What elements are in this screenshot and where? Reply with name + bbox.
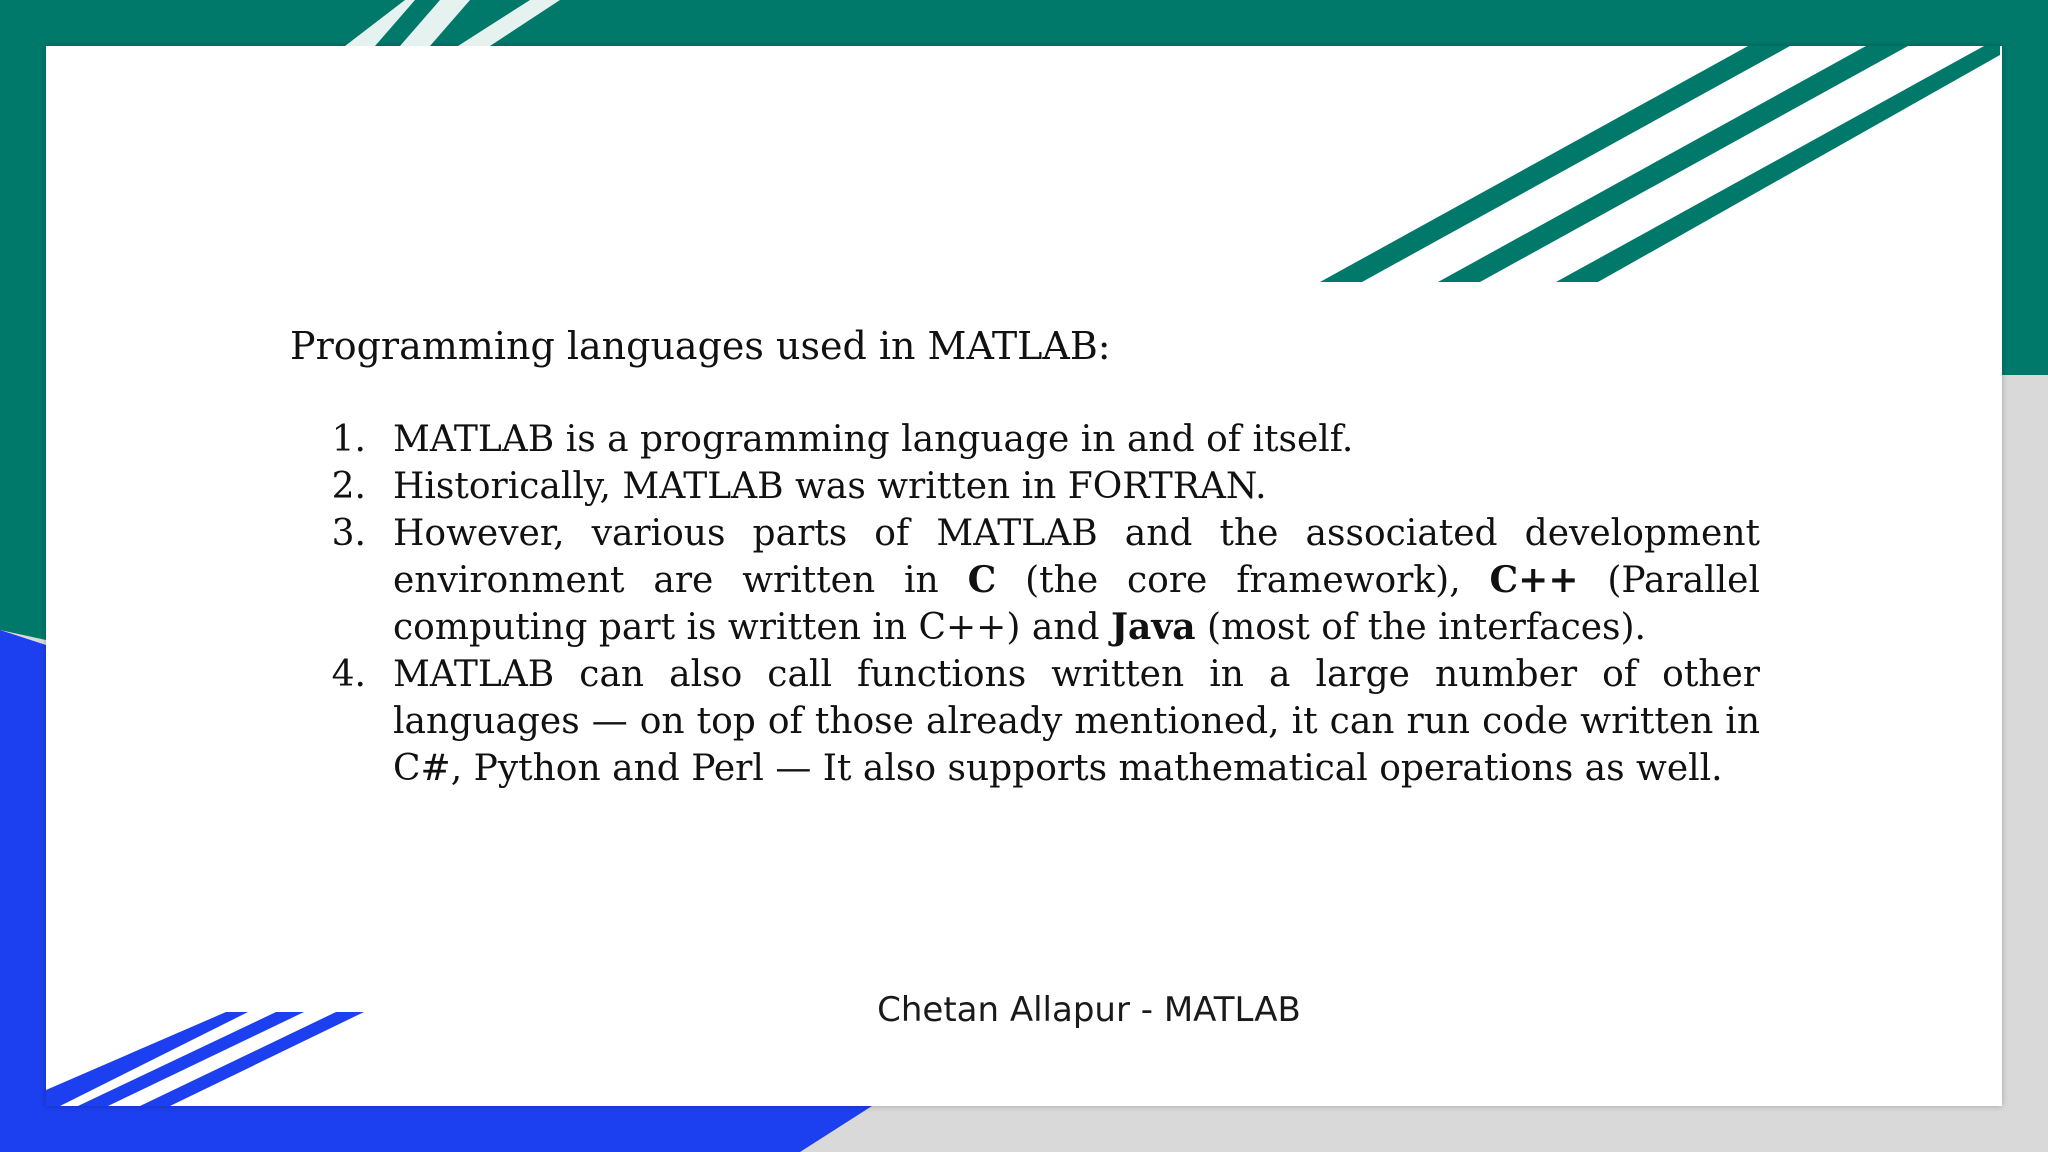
list-item-text — [393, 466, 1267, 507]
slide-heading: Programming languages used in MATLAB: — [290, 324, 1111, 368]
slide-body — [290, 323, 1760, 792]
list-item-number: 4. — [331, 654, 366, 695]
text-run: However, various parts of MATLAB and the associated development environment are written in — [393, 513, 1760, 601]
text-run: (Parallel computing part is written in C++) and — [393, 560, 1760, 648]
list-item-text — [393, 654, 1760, 789]
text-run: MATLAB can also call functions written in a large number of other languages — on top of those already mentioned, it can run code written in C#, Python and Perl — It also supports mathematical operations as well. — [393, 654, 1760, 789]
list-item-number: 1. — [331, 419, 366, 460]
list-item — [290, 510, 1760, 651]
list-item-text — [393, 419, 1353, 460]
list-item — [290, 651, 1760, 792]
text-run: Historically, MATLAB was written in FORTRAN. — [393, 466, 1267, 507]
list-item-number: 2. — [331, 466, 366, 507]
numbered-list — [290, 416, 1760, 792]
list-item-text — [393, 513, 1760, 648]
bold-term: C++ — [1489, 559, 1579, 601]
list-item — [290, 463, 1760, 510]
text-run: (most of the interfaces). — [1195, 607, 1646, 648]
text-run: MATLAB is a programming language in and of itself. — [393, 419, 1354, 460]
list-item-number: 3. — [331, 513, 366, 554]
slide-footer: Chetan Allapur - MATLAB — [877, 990, 1301, 1030]
bold-term: C — [967, 559, 997, 601]
list-item — [290, 416, 1760, 463]
bold-term: Java — [1110, 606, 1196, 648]
text-run: (the core framework), — [996, 560, 1490, 601]
